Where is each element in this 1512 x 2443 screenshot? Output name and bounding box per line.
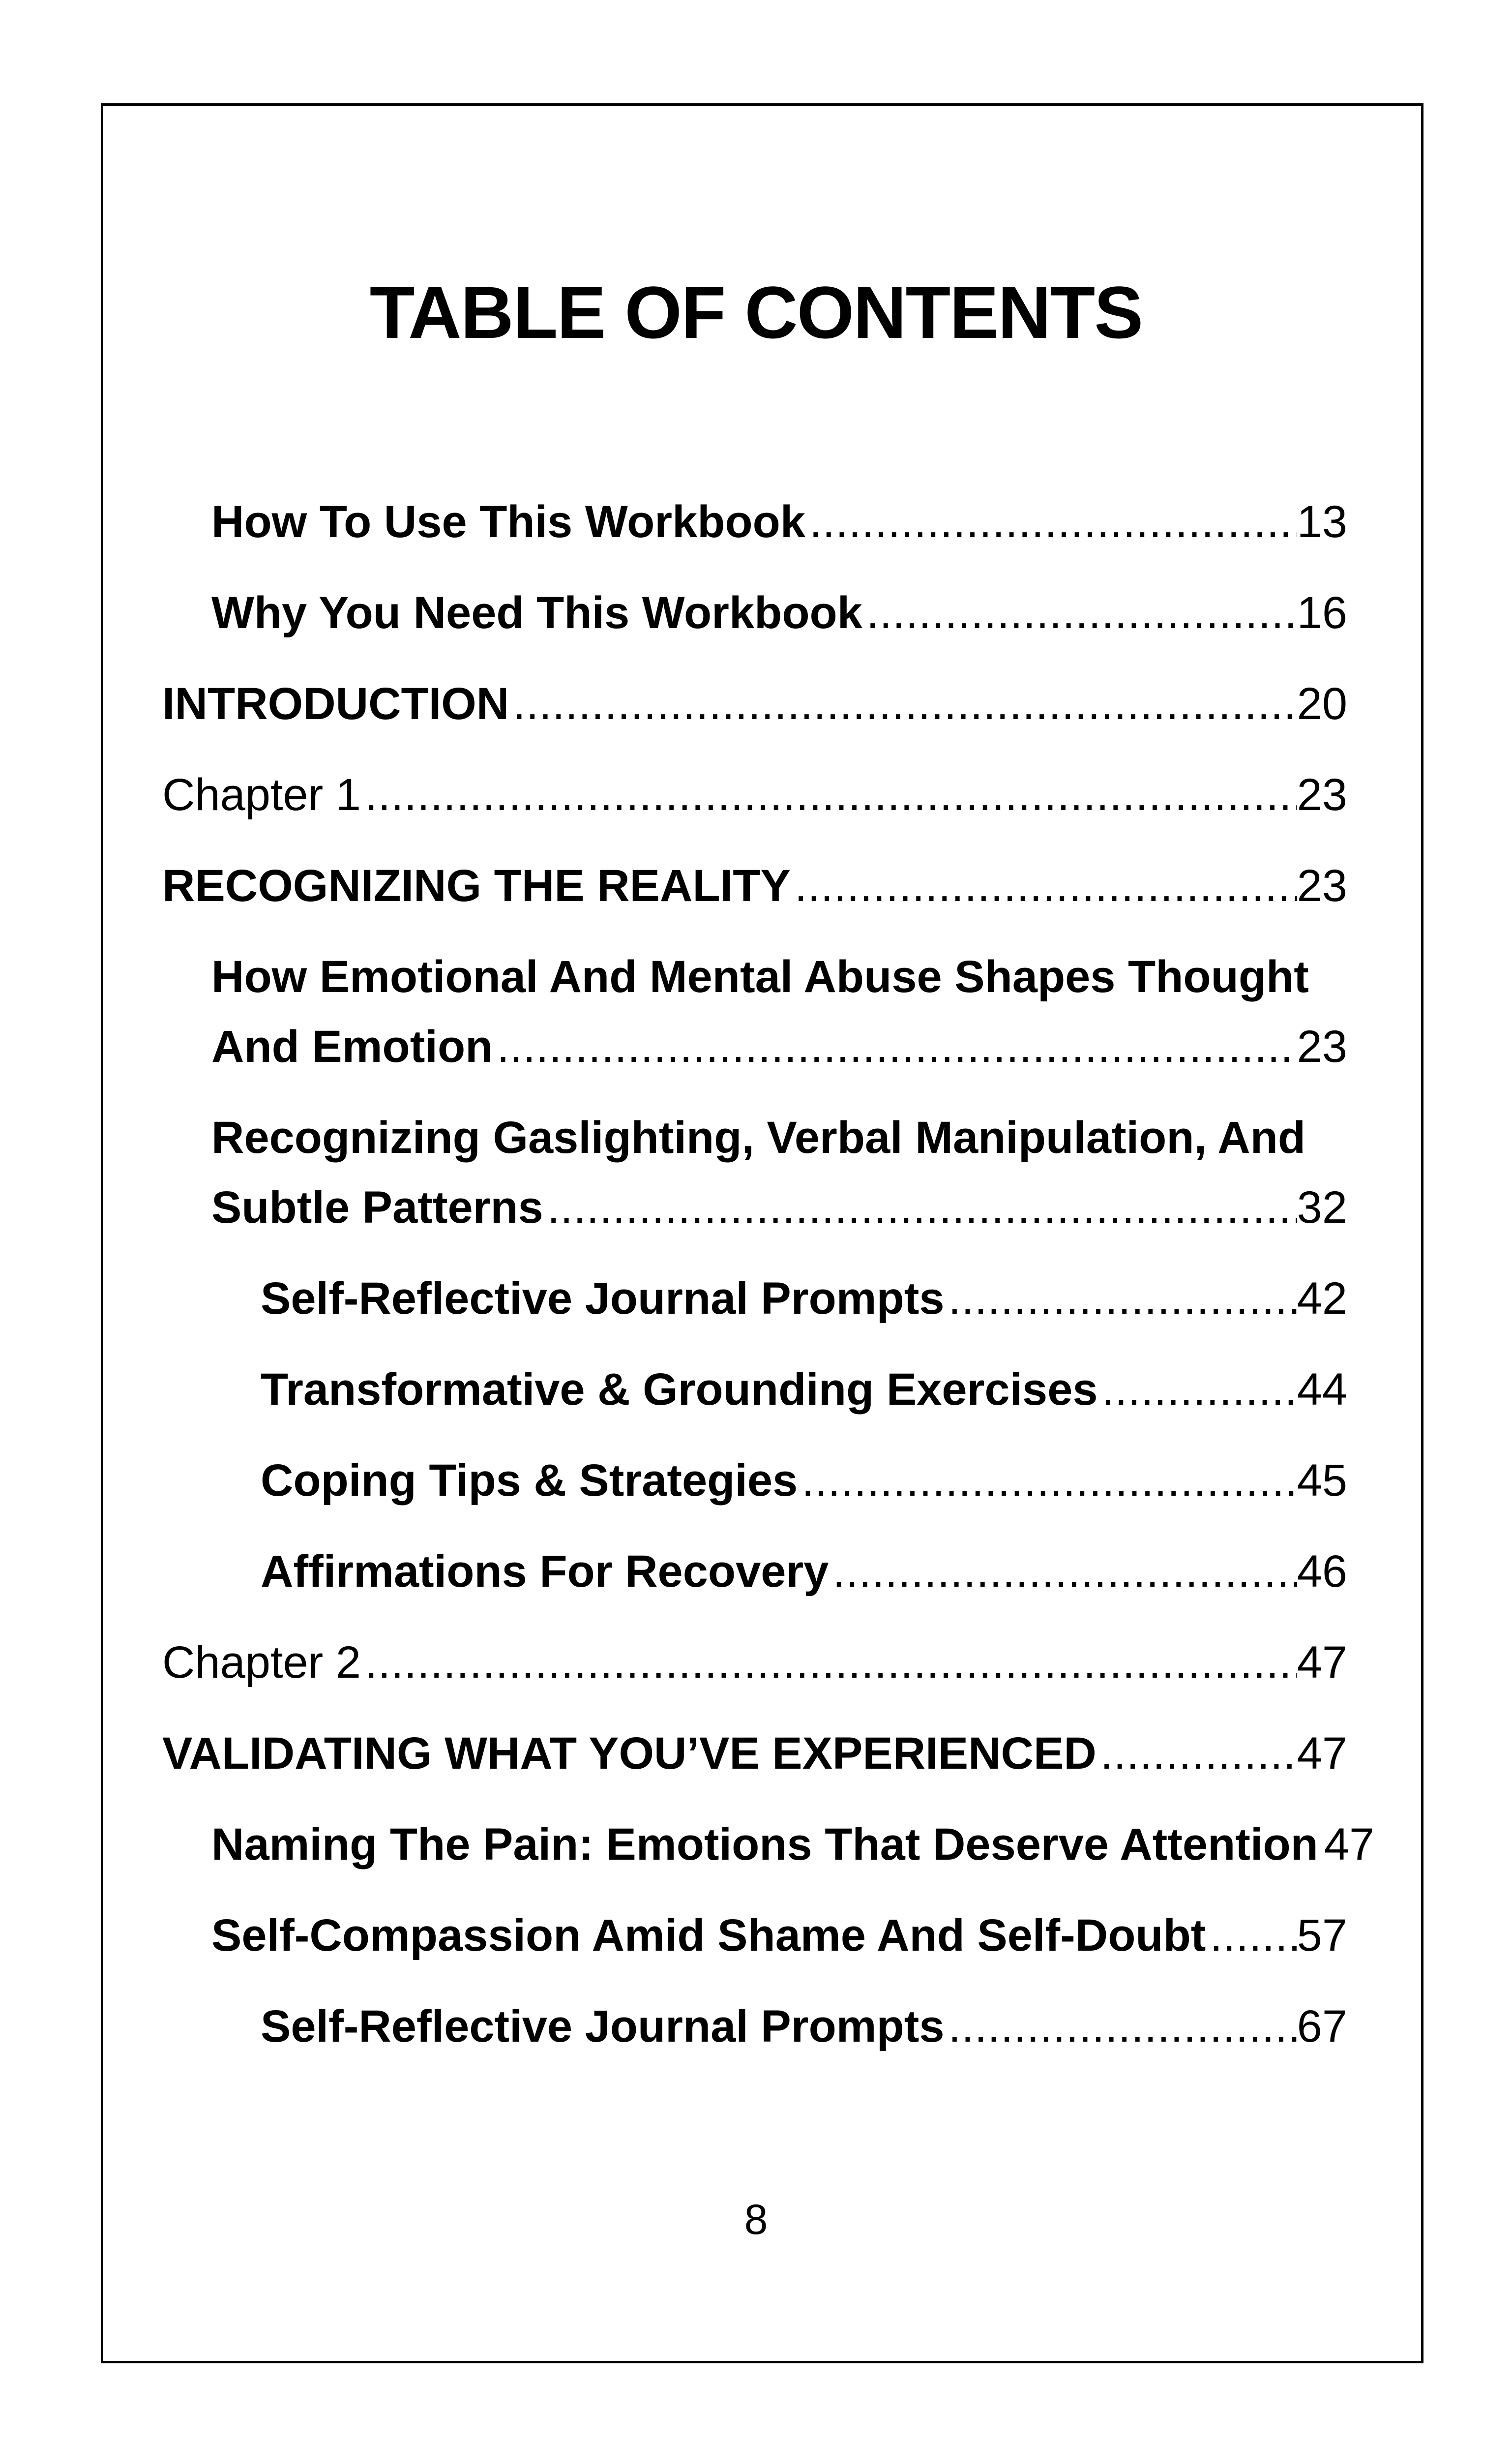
toc-page-number: 46 (1297, 1546, 1347, 1597)
dot-leader (798, 1446, 1297, 1515)
toc-page-number: 16 (1297, 588, 1347, 638)
dot-leader (862, 578, 1297, 648)
dot-leader (361, 760, 1297, 830)
toc-page-number: 47 (1324, 1819, 1375, 1870)
toc-page-number: 67 (1297, 2001, 1347, 2051)
toc-page-number: 44 (1297, 1364, 1347, 1415)
toc-page-number: 42 (1297, 1273, 1347, 1324)
toc-entry-why-you-need[interactable] (162, 578, 1347, 648)
dot-leader (361, 1628, 1297, 1697)
toc-entry-introduction[interactable] (162, 669, 1347, 739)
toc-page-number: 32 (1297, 1182, 1347, 1233)
toc-entry-title-line-1: How Emotional And Mental Abuse Shapes Thought (211, 952, 1309, 1002)
toc-entry-validating[interactable] (162, 1719, 1347, 1788)
toc-entry-title: Self-Compassion Amid Shame And Self-Doubt (211, 1910, 1206, 1960)
toc-entry-recognizing-gaslighting[interactable] (162, 1103, 1347, 1242)
dot-leader (1098, 1355, 1297, 1424)
dot-leader (1318, 1810, 1324, 1879)
toc-entry-title: VALIDATING WHAT YOU’VE EXPERIENCED (162, 1728, 1097, 1779)
toc-entry-journal-prompts-2[interactable] (162, 1991, 1347, 2061)
toc-entry-chapter-1[interactable] (162, 760, 1347, 830)
dot-leader (945, 1264, 1297, 1333)
toc-entry-title: Self-Reflective Journal Prompts (261, 1273, 945, 1324)
dot-leader (543, 1173, 1297, 1242)
toc-entry-title: Self-Reflective Journal Prompts (261, 2001, 945, 2051)
toc-entry-title: Naming The Pain: Emotions That Deserve Attention (211, 1819, 1318, 1870)
toc-page-number: 47 (1297, 1637, 1347, 1688)
toc-entry-journal-prompts-1[interactable] (162, 1264, 1347, 1333)
toc-entry-title: Transformative & Grounding Exercises (261, 1364, 1098, 1415)
toc-entry-title: Chapter 1 (162, 770, 361, 820)
toc-page-number: 23 (1297, 861, 1347, 911)
toc-page-number: 13 (1297, 497, 1347, 547)
toc-entry-title-line-1: Recognizing Gaslighting, Verbal Manipulation, And (211, 1113, 1306, 1163)
toc-entry-affirmations[interactable] (162, 1537, 1347, 1606)
toc-entry-how-to-use[interactable] (162, 487, 1347, 557)
toc-entry-chapter-2[interactable] (162, 1628, 1347, 1697)
dot-leader (829, 1537, 1297, 1606)
toc-entry-grounding-exercises[interactable] (162, 1355, 1347, 1424)
dot-leader (1206, 1900, 1297, 1970)
toc-entry-title: Why You Need This Workbook (211, 588, 862, 638)
toc-entry-coping-tips[interactable] (162, 1446, 1347, 1515)
toc-entry-recognizing-reality[interactable] (162, 851, 1347, 921)
dot-leader (1097, 1719, 1297, 1788)
toc-page-number: 45 (1297, 1455, 1347, 1506)
toc-page-number: 23 (1297, 770, 1347, 820)
page-title: TABLE OF CONTENTS (369, 271, 1143, 354)
toc-entry-title: Coping Tips & Strategies (261, 1455, 798, 1506)
toc-entry-title: Subtle Patterns (211, 1182, 543, 1233)
toc-page-number: 23 (1297, 1022, 1347, 1072)
toc-entry-self-compassion[interactable] (162, 1900, 1347, 1970)
toc-entry-title: INTRODUCTION (162, 679, 509, 729)
dot-leader (805, 487, 1297, 557)
toc-entry-abuse-shapes-thought[interactable] (162, 942, 1347, 1082)
toc-page-number: 20 (1297, 679, 1347, 729)
page-number: 8 (744, 2196, 768, 2243)
toc-entry-naming-the-pain[interactable] (162, 1810, 1375, 1879)
toc-entry-title: Chapter 2 (162, 1637, 361, 1688)
dot-leader (791, 851, 1297, 921)
dot-leader (493, 1012, 1297, 1082)
toc-entry-title: And Emotion (211, 1022, 493, 1072)
dot-leader (945, 1991, 1297, 2061)
dot-leader (509, 669, 1297, 739)
toc-entry-title: RECOGNIZING THE REALITY (162, 861, 791, 911)
toc-entry-title: Affirmations For Recovery (261, 1546, 829, 1597)
toc-page-number: 57 (1297, 1910, 1347, 1960)
table-of-contents (162, 487, 1375, 2082)
toc-entry-title: How To Use This Workbook (211, 497, 805, 547)
toc-page-number: 47 (1297, 1728, 1347, 1779)
